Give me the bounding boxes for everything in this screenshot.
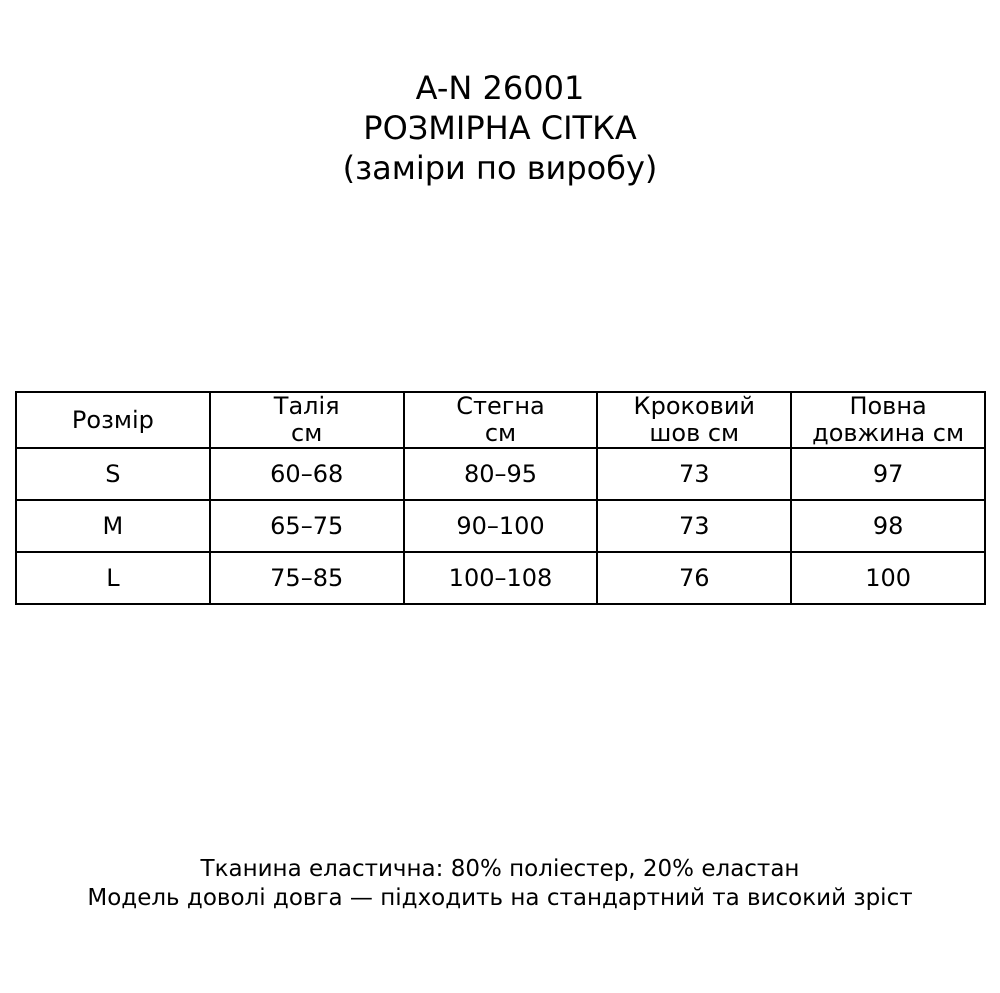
header-hips-label: Стегна bbox=[456, 392, 545, 420]
table-header-row bbox=[16, 392, 985, 448]
footer-notes bbox=[0, 855, 1000, 913]
header-inseam-unit: шов см bbox=[649, 419, 740, 447]
header-waist-unit: см bbox=[291, 419, 323, 447]
cell-length: 100 bbox=[791, 552, 985, 604]
page-title: РОЗМІРНА СІТКА bbox=[363, 109, 637, 147]
header-inseam bbox=[597, 392, 791, 448]
fit-note: Модель доволі довга — підходить на стандартний та високий зріст bbox=[87, 885, 913, 911]
cell-waist: 65–75 bbox=[210, 500, 404, 552]
title-block bbox=[0, 68, 1000, 188]
cell-waist: 60–68 bbox=[210, 448, 404, 500]
cell-length: 97 bbox=[791, 448, 985, 500]
cell-inseam: 76 bbox=[597, 552, 791, 604]
table-body bbox=[16, 448, 985, 604]
header-length-unit: довжина см bbox=[812, 419, 965, 447]
cell-hips: 90–100 bbox=[404, 500, 598, 552]
page-subtitle: (заміри по виробу) bbox=[342, 149, 658, 187]
cell-size: S bbox=[16, 448, 210, 500]
header-inseam-label: Кроковий bbox=[633, 392, 756, 420]
header-size bbox=[16, 392, 210, 448]
cell-waist: 75–85 bbox=[210, 552, 404, 604]
size-table bbox=[15, 391, 986, 605]
cell-hips: 100–108 bbox=[404, 552, 598, 604]
cell-hips: 80–95 bbox=[404, 448, 598, 500]
fabric-note: Тканина еластична: 80% поліестер, 20% еластан bbox=[200, 856, 800, 882]
cell-inseam: 73 bbox=[597, 448, 791, 500]
table-header bbox=[16, 392, 985, 448]
header-waist bbox=[210, 392, 404, 448]
header-length bbox=[791, 392, 985, 448]
cell-length: 98 bbox=[791, 500, 985, 552]
product-code: A-N 26001 bbox=[415, 69, 585, 107]
header-waist-label: Талія bbox=[273, 392, 340, 420]
header-size-label: Розмір bbox=[71, 405, 154, 434]
table-row bbox=[16, 500, 985, 552]
cell-inseam: 73 bbox=[597, 500, 791, 552]
cell-size: L bbox=[16, 552, 210, 604]
header-hips-unit: см bbox=[484, 419, 517, 447]
table-row bbox=[16, 552, 985, 604]
header-length-label: Повна bbox=[849, 392, 927, 420]
header-hips bbox=[404, 392, 598, 448]
cell-size: M bbox=[16, 500, 210, 552]
table-row bbox=[16, 448, 985, 500]
